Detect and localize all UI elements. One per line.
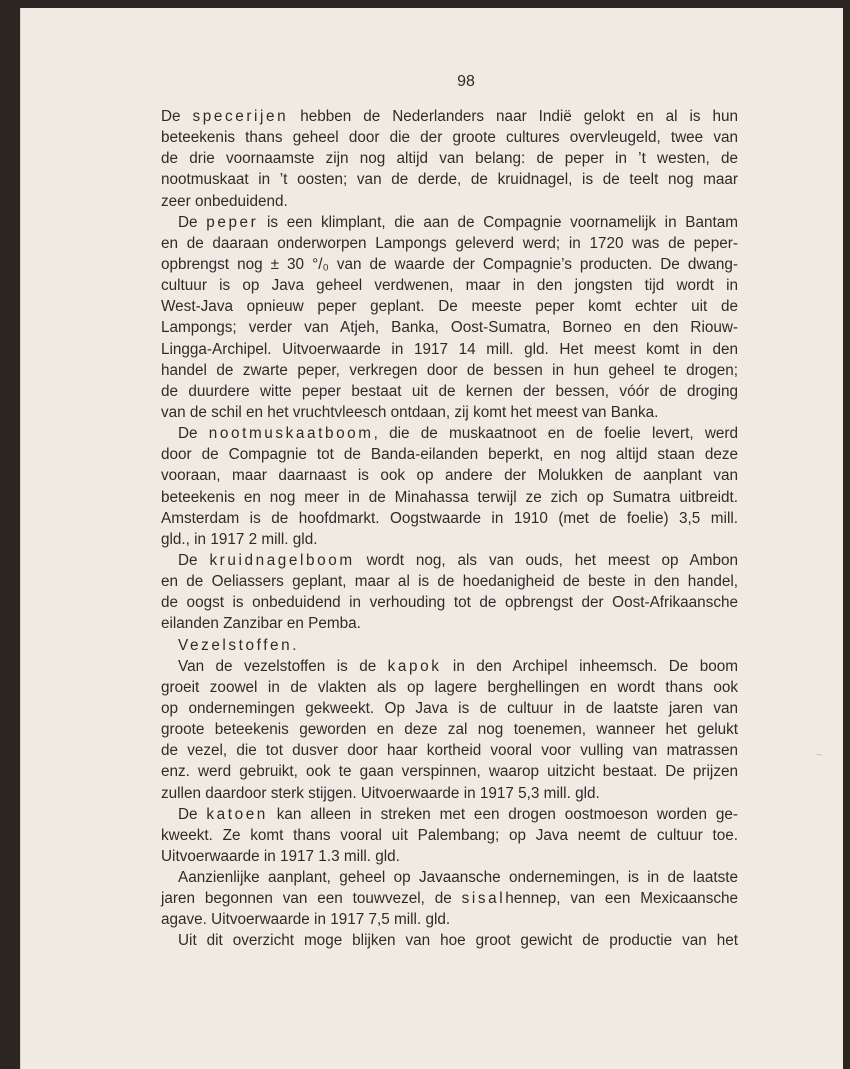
spaced-emphasis: specerijen (192, 108, 289, 125)
text-line (161, 550, 738, 571)
text-line (161, 254, 738, 275)
text-run: hebben de Nederlanders naar Indië gelokt en al is hun (288, 108, 738, 125)
text-run: De (178, 551, 210, 569)
text-run: agave. Uitvoerwaarde in 1917 7,5 mill. gld. (161, 911, 451, 929)
text-run: De (178, 213, 207, 231)
text-run: kan alleen in streken met een drogen oostmoeson worden ge- (267, 805, 738, 823)
text-line (161, 888, 738, 909)
text-run: gld., in 1917 2 mill. gld. (161, 530, 318, 548)
text-run: groeit zoowel in de vlakten als op lagere berghellingen en wordt thans ook (161, 678, 738, 696)
text-run: de vezel, die tot dusver door haar kortheid vooral voor vulling van matrassen (161, 742, 738, 760)
text-line (161, 571, 738, 592)
text-run: groote beteekenis geworden en deze zal nog toenemen, wanneer het gelukt (161, 721, 738, 739)
text-run: de drie voornaamste zijn nog altijd van belang: de peper in ’t westen, de (161, 150, 738, 168)
text-run: zeer onbeduidend. (161, 192, 288, 210)
text-line (161, 444, 738, 465)
text-line (161, 317, 738, 338)
text-run: en de daaraan onderworpen Lampongs geleverd werd; in 1720 was de peper- (161, 234, 738, 252)
text-line (161, 719, 738, 740)
text-line (161, 804, 738, 825)
text-run: is een klimplant, die aan de Compagnie voornamelijk in Bantam (258, 213, 738, 231)
text-line (161, 613, 738, 634)
text-run: in den Archipel inheemsch. De boom (441, 657, 738, 675)
text-run: nootmuskaat in ’t oosten; van de derde, de kruidnagel, is de teelt nog maar (161, 171, 738, 189)
text-run: eilanden Zanzibar en Pemba. (161, 615, 361, 633)
text-run: De (178, 805, 207, 823)
spaced-emphasis: sisal (461, 890, 506, 908)
text-line (161, 127, 738, 148)
text-run: beteekenis en nog meer in de Minahassa terwijl ze zich op Sumatra uitbreidt. (161, 488, 738, 506)
text-run: zullen daardoor sterk stijgen. Uitvoerwaarde in 1917 5,3 mill. gld. (161, 784, 600, 802)
text-run: vooraan, maar daarnaast is ook op andere der Molukken de aanplant van (161, 467, 738, 485)
text-run: De (161, 108, 193, 125)
text-run: de oogst is onbeduidend in verhouding tot de opbrengst der Oost-Afrikaansche (161, 594, 738, 612)
text-run: , die de muskaatnoot en de foelie levert, werd (373, 425, 739, 443)
text-run: enz. werd gebruikt, ook te gaan verspinnen, waarop uitzicht bestaat. De prijzen (161, 763, 738, 781)
text-run: hennep, van een Mexicaansche (505, 890, 739, 908)
text-run: cultuur is op Java geheel verdwenen, maar in den jongsten tijd wordt in (161, 277, 738, 295)
text-line (161, 465, 738, 486)
spaced-emphasis: nootmuskaatboom (208, 425, 374, 443)
spaced-emphasis: kapok (387, 657, 442, 675)
text-run: West-Java opnieuw peper geplant. De meeste peper komt echter uit de (161, 298, 738, 316)
text-line (161, 592, 738, 613)
page-number: 98 (457, 73, 475, 90)
text-line (161, 825, 738, 846)
margin-mark: ~ (815, 748, 823, 762)
text-run: van de schil en het vruchtvleesch ontdaan, zij komt het meest van Banka. (161, 403, 659, 421)
text-line (161, 169, 738, 190)
text-line (161, 846, 738, 867)
text-line (161, 740, 738, 761)
text-line (161, 656, 738, 677)
text-line (161, 867, 738, 888)
spaced-emphasis: kruidnagelboom (209, 551, 355, 569)
text-run: opbrengst nog ± 30 °/₀ van de waarde der Compagnie’s producten. De dwang- (161, 255, 738, 273)
text-run: kweekt. Ze komt thans vooral uit Palembang; op Java neemt de cultuur toe. (161, 826, 738, 844)
text-run: op ondernemingen gekweekt. Op Java is de cultuur in de laatste jaren van (161, 699, 738, 717)
text-line (161, 339, 738, 360)
text-line (161, 508, 738, 529)
text-run: Uit dit overzicht moge blijken van hoe groot gewicht de productie van het (178, 932, 738, 950)
text-line (161, 191, 738, 212)
text-line (161, 783, 738, 804)
text-run: Van de vezelstoffen is de (178, 657, 388, 675)
text-line (161, 148, 738, 169)
text-run: Aanzienlijke aanplant, geheel op Javaansche ondernemingen, is in de laatste (178, 869, 738, 887)
text-line (161, 233, 738, 254)
text-line (161, 677, 738, 698)
text-run: Amsterdam is de hoofdmarkt. Oogstwaarde in 1910 (met de foelie) 3,5 mill. (161, 509, 738, 527)
body-text (161, 106, 738, 952)
spaced-emphasis: Vezelstoffen. (178, 636, 300, 654)
text-run: wordt nog, als van ouds, het meest op Ambon (354, 551, 738, 569)
text-run: De (178, 425, 209, 443)
text-run: beteekenis thans geheel door die der groote cultures overvleugeld, twee van (161, 129, 738, 147)
text-run: jaren begonnen van een touwvezel, de (161, 890, 462, 908)
text-line (161, 212, 738, 233)
text-line (161, 296, 738, 317)
text-line (161, 529, 738, 550)
text-run: de duurdere witte peper bestaat uit de kernen der bessen, vóór de droging (161, 382, 738, 400)
text-line (161, 360, 738, 381)
text-line (161, 106, 738, 127)
text-line (161, 635, 738, 656)
text-run: en de Oeliassers geplant, maar al is de hoedanigheid de beste in den handel, (161, 573, 738, 591)
spaced-emphasis: peper (206, 213, 259, 231)
text-line (161, 698, 738, 719)
text-line (161, 909, 738, 930)
text-run: Lingga-Archipel. Uitvoerwaarde in 1917 14 mill. gld. Het meest komt in den (161, 340, 738, 358)
text-line (161, 423, 738, 444)
spaced-emphasis: katoen (206, 805, 268, 823)
text-line (161, 275, 738, 296)
text-run: handel de zwarte peper, verkregen door de bessen in hun geheel te drogen; (161, 361, 738, 379)
book-page (20, 8, 843, 1069)
text-run: Uitvoerwaarde in 1917 1.3 mill. gld. (161, 847, 400, 865)
text-line (161, 930, 738, 951)
text-line (161, 381, 738, 402)
text-line (161, 761, 738, 782)
text-line (161, 487, 738, 508)
text-line (161, 402, 738, 423)
text-run: Lampongs; verder van Atjeh, Banka, Oost-Sumatra, Borneo en den Riouw- (161, 319, 738, 337)
text-run: door de Compagnie tot de Banda-eilanden beperkt, en nog altijd staan deze (161, 446, 738, 464)
